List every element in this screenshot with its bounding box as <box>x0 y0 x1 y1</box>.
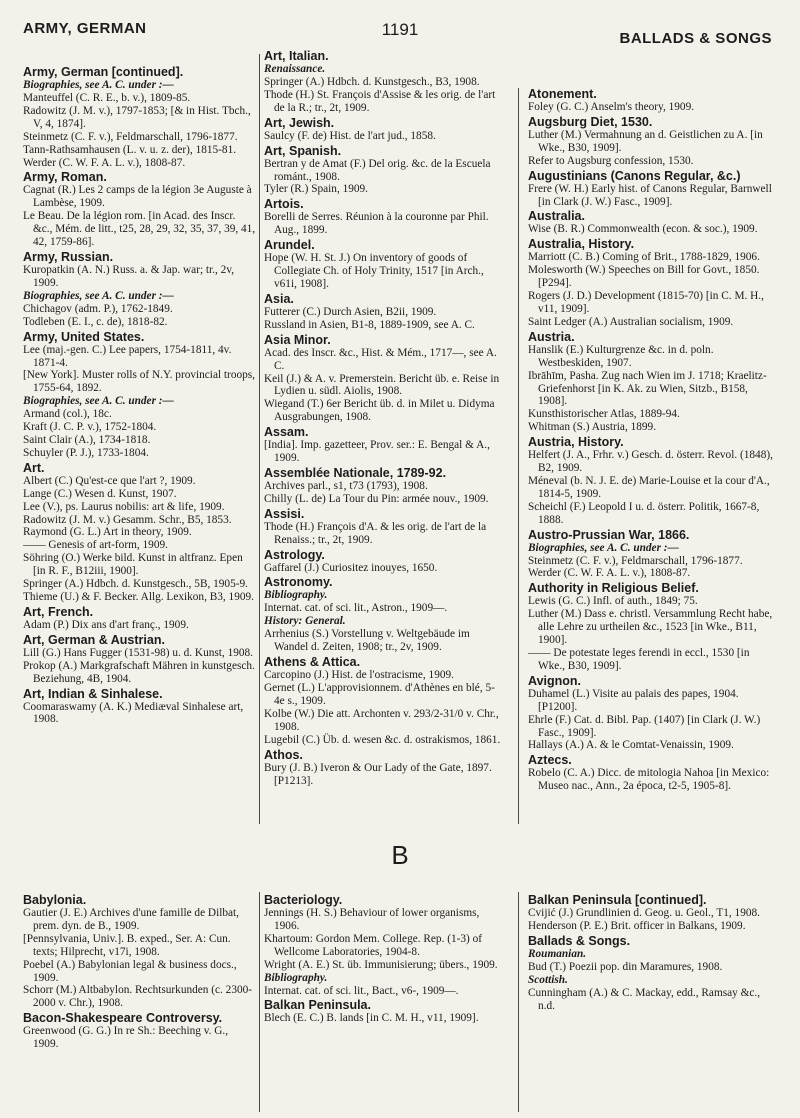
index-entry: Lange (C.) Wesen d. Kunst, 1907. <box>23 487 177 500</box>
index-entry: Luther (M.) Vermahnung an d. Geistlichen zu A. [in Wke., B30, 1909]. <box>528 128 763 154</box>
column-3 <box>528 86 774 846</box>
index-entry: Armand (col.), 18c. <box>23 408 112 421</box>
column-1 <box>23 64 256 824</box>
subject-heading: Australia. <box>528 209 585 224</box>
index-entry: Lee (maj.-gen. C.) Lee papers, 1754-1811, 4v. 1871-4. <box>23 343 232 369</box>
header-left: ARMY, GERMAN <box>23 20 147 37</box>
index-entry: Hope (W. H. St. J.) On inventory of goods of Collegiate Ch. of Holy Trinity, 1517 [in Arch., v61i, 1908]. <box>264 252 484 290</box>
b-column-1 <box>23 892 256 1112</box>
subject-heading: Balkan Peninsula [continued]. <box>528 893 707 907</box>
index-entry: Cagnat (R.) Les 2 camps de la légion 3e Auguste à Lambèse, 1909. <box>23 184 252 210</box>
subject-heading: Army, United States. <box>23 329 145 344</box>
index-entry: Jennings (H. S.) Behaviour of lower organisms, 1906. <box>264 907 480 932</box>
index-entry: Helfert (J. A., Frhr. v.) Gesch. d. österr. Revol. (1848), B2, 1909. <box>528 449 773 475</box>
index-entry: Kolbe (W.) Die att. Archonten v. 293/2-31/0 v. Chr., 1908. <box>264 707 499 733</box>
b-column-3 <box>528 892 774 1112</box>
subject-heading: Atonement. <box>528 87 597 101</box>
subject-heading: Assam. <box>264 425 309 440</box>
subject-heading: Asia. <box>264 291 294 306</box>
subject-heading: Balkan Peninsula. <box>264 998 371 1013</box>
index-entry: Arrhenius (S.) Vorstellung v. Weltgebäude im Wandel d. Zeiten, 1908; tr., 2v, 1909. <box>264 628 470 654</box>
subheading: Roumanian. <box>528 947 587 960</box>
index-entry: —— Genesis of art-form, 1909. <box>23 539 168 552</box>
index-entry: Robelo (C. A.) Dicc. de mitologia Nahoa [in Mexico: Museo nac., Ann., 2a época, t2-5, 1905-8]. <box>528 767 770 793</box>
index-entry: Springer (A.) Hdbch. d. Kunstgesch., 5B, 1905-9. <box>23 578 248 591</box>
index-entry: Radowitz (J. M. v.), 1797-1853; [& in Hist. Tbch., V, 4, 1874]. <box>23 104 251 130</box>
index-entry: Saint Clair (A.), 1734-1818. <box>23 434 151 447</box>
index-entry: Thode (H.) St. François d'Assise & les orig. de l'art de la R.; tr., 2t, 1909. <box>264 88 496 114</box>
index-entry: Hanslik (E.) Kulturgrenze &c. in d. poln. Westbeskiden, 1907. <box>528 343 714 369</box>
subject-heading: Avignon. <box>528 673 582 688</box>
subject-heading: Art, Indian & Sinhalese. <box>23 686 163 701</box>
index-entry: Futterer (C.) Durch Asien, B2ii, 1909. <box>264 305 437 318</box>
subheading: Renaissance. <box>264 63 326 75</box>
subheading: Biographies, see A. C. under :— <box>528 541 679 554</box>
index-entry: Bud (T.) Poezii pop. din Maramures, 1908. <box>528 960 723 973</box>
subject-heading: Assisi. <box>264 506 305 521</box>
subject-heading: Bacteriology. <box>264 893 343 907</box>
index-entry: Khartoum: Gordon Mem. College. Rep. (1-3) of Wellcome Laboratories, 1904-8. <box>264 932 483 958</box>
subject-heading: Austria, History. <box>528 435 624 450</box>
subject-heading: Art, Italian. <box>264 49 329 63</box>
index-entry: Werder (C. W. F. A. L. v.), 1808-87. <box>528 567 691 580</box>
index-entry: Molesworth (W.) Speeches on Bill for Govt., 1850. [P294]. <box>528 264 760 290</box>
index-entry: Kuropatkin (A. N.) Russ. a. & Jap. war; tr., 2v, 1909. <box>23 263 235 289</box>
index-entry: Wise (B. R.) Commonwealth (econ. & soc.), 1909. <box>528 223 758 236</box>
subject-heading: Art, French. <box>23 604 94 619</box>
subject-heading: Aztecs. <box>528 753 572 768</box>
index-entry: Bury (J. B.) Iveron & Our Lady of the Gate, 1897. [P1213]. <box>264 761 492 787</box>
index-entry: [New York]. Muster rolls of N.Y. provincial troops, 1755-64, 1892. <box>23 369 255 395</box>
subject-heading: Astrology. <box>264 547 325 562</box>
index-entry: Saulcy (F. de) Hist. de l'art jud., 1858. <box>264 129 436 142</box>
index-entry: Schorr (M.) Altbabylon. Rechtsurkunden (c. 2300-2000 v. Chr.), 1908. <box>23 984 253 1010</box>
index-entry: Chichagov (adm. P.), 1762-1849. <box>23 302 173 315</box>
running-header <box>0 16 800 47</box>
subject-heading: Arundel. <box>264 238 315 253</box>
subheading: Biographies, see A. C. under :— <box>23 79 174 91</box>
index-entry: Borelli de Serres. Réunion à la couronne par Phil. Aug., 1899. <box>264 211 489 237</box>
index-entry: Schuyler (P. J.), 1733-1804. <box>23 446 149 459</box>
column-2 <box>264 48 504 808</box>
index-entry: Thieme (U.) & F. Becker. Allg. Lexikon, B3, 1909. <box>23 591 254 603</box>
index-entry: Duhamel (L.) Visite au palais des papes, 1904. [P1200]. <box>528 687 739 713</box>
subject-heading: Augustinians (Canons Regular, &c.) <box>528 168 741 183</box>
subject-heading: Augsburg Diet, 1530. <box>528 114 653 129</box>
index-entry: [Pennsylvania, Univ.]. B. exped., Ser. A: Cun. texts; Hilprecht, v17i, 1908. <box>23 932 231 958</box>
index-entry: Tann-Rathsamhausen (L. v. u. z. der), 1815-81. <box>23 143 237 156</box>
subject-heading: Army, German [continued]. <box>23 65 184 79</box>
index-entry: Frere (W. H.) Early hist. of Canons Regular, Barnwell [in Clark (J. W.) Fasc., 1909]. <box>528 182 772 208</box>
index-entry: Manteuffel (C. R. E., b. v.), 1809-85. <box>23 92 191 104</box>
index-entry: Hallays (A.) A. & le Comtat-Venaissin, 1909. <box>528 739 734 752</box>
index-entry: Gernet (L.) L'approvisionnem. d'Athènes en blé, 5-4e s., 1909. <box>264 682 495 707</box>
index-entry: Wright (A. E.) St. üb. Immunisierung; übers., 1909. <box>264 958 498 971</box>
subject-heading: Astronomy. <box>264 575 333 590</box>
index-entry: Refer to Augsburg confession, 1530. <box>528 154 694 167</box>
index-entry: Luther (M.) Dass e. christl. Versammlung Recht habe, alle Lehre zu urtheilen &c., 1523 [in Wke., B11, 1900]. <box>528 608 773 647</box>
subject-heading: Babylonia. <box>23 893 87 907</box>
index-entry: Kunsthistorischer Atlas, 1889-94. <box>528 408 680 421</box>
subject-heading: Austria. <box>528 329 575 344</box>
index-entry: Coomaraswamy (A. K.) Mediæval Sinhalese art, 1908. <box>23 700 244 726</box>
index-entry: Steinmetz (C. F. v.), Feldmarschall, 1796-1877. <box>23 130 238 143</box>
subject-heading: Assemblée Nationale, 1789-92. <box>264 465 447 480</box>
index-entry: Springer (A.) Hdbch. d. Kunstgesch., B3, 1908. <box>264 76 480 88</box>
index-entry: Prokop (A.) Markgrafschaft Mähren in kunstgesch. Beziehung, 4B, 1904. <box>23 659 255 685</box>
index-entry: Cvijić (J.) Grundlinien d. Geog. u. Geol., T1, 1908. <box>528 907 760 919</box>
subject-heading: Army, Roman. <box>23 170 107 185</box>
index-entry: Internat. cat. of sci. lit., Astron., 1909—. <box>264 602 448 615</box>
subheading: Bibliography. <box>264 589 328 602</box>
subject-heading: Authority in Religious Belief. <box>528 581 699 596</box>
index-entry: Méneval (b. N. J. E. de) Marie-Louise et la cour d'A., 1814-5, 1909. <box>528 474 770 500</box>
index-entry: Lee (V.), ps. Laurus nobilis: art & life, 1909. <box>23 500 225 513</box>
column-divider <box>518 892 519 1112</box>
index-entry: Lewis (G. C.) Infl. of auth., 1849; 75. <box>528 595 698 608</box>
column-divider <box>518 88 519 824</box>
index-entry: Rogers (J. D.) Development (1815-70) [in C. M. H., v11, 1909]. <box>528 290 764 315</box>
section-letter: B <box>391 840 409 870</box>
index-entry: Wiegand (T.) 6er Bericht üb. d. in Milet u. Didyma Ausgrabungen, 1908. <box>264 398 495 424</box>
index-entry: Scheichl (F.) Leopold I u. d. österr. Politik, 1667-8, 1888. <box>528 500 760 526</box>
subheading: Biographies, see A. C. under :— <box>23 289 174 302</box>
index-entry: Albert (C.) Qu'est-ce que l'art ?, 1909. <box>23 474 196 487</box>
index-entry: Kraft (J. C. P. v.), 1752-1804. <box>23 421 157 434</box>
subject-heading: Art, German & Austrian. <box>23 632 165 647</box>
index-entry: Saint Ledger (A.) Australian socialism, 1909. <box>528 315 734 328</box>
index-entry: Radowitz (J. M. v.) Gesamm. Schr., B5, 1853. <box>23 513 232 526</box>
page-number: 1191 <box>381 20 419 39</box>
index-entry: Carcopino (J.) Hist. de l'ostracisme, 1909. <box>264 669 454 682</box>
index-entry: —— De potestate leges ferendi in eccl., 1530 [in Wke., B30, 1909]. <box>528 647 750 672</box>
index-entry: Thode (H.) François d'A. & les orig. de l'art de la Renaiss.; tr., 2t, 1909. <box>264 520 487 546</box>
index-entry: Blech (E. C.) B. lands [in C. M. H., v11, 1909]. <box>264 1012 479 1025</box>
index-entry: Raymond (G. L.) Art in theory, 1909. <box>23 526 192 539</box>
index-entry: Henderson (P. E.) Brit. officer in Balkans, 1909. <box>528 919 746 932</box>
index-entry: Keil (J.) & A. v. Premerstein. Bericht üb. e. Reise in Lydien u. südl. Aiolis, 1908. <box>264 372 500 398</box>
subject-heading: Artois. <box>264 197 304 212</box>
index-entry: Ehrle (F.) Cat. d. Bibl. Pap. (1407) [in Clark (J. W.) Fasc., 1909]. <box>528 713 761 739</box>
subject-heading: Bacon-Shakespeare Controversy. <box>23 1011 223 1026</box>
index-entry: Werder (C. W. F. A. L. v.), 1808-87. <box>23 156 186 169</box>
index-entry: Adam (P.) Dix ans d'art franç., 1909. <box>23 618 189 631</box>
index-entry: Russland in Asien, B1-8, 1889-1909, see A. C. <box>264 318 475 331</box>
subject-heading: Australia, History. <box>528 237 635 252</box>
subject-heading: Art, Jewish. <box>264 115 335 130</box>
subheading: Biographies, see A. C. under :— <box>23 395 174 408</box>
index-entry: Internat. cat. of sci. lit., Bact., v6-, 1909—. <box>264 984 459 997</box>
subject-heading: Asia Minor. <box>264 332 331 347</box>
header-right: BALLADS & SONGS <box>619 30 772 47</box>
subheading: History: General. <box>264 615 346 628</box>
subject-heading: Athens & Attica. <box>264 655 361 670</box>
index-entry: Tyler (R.) Spain, 1909. <box>264 183 369 196</box>
subject-heading: Ballads & Songs. <box>528 933 631 948</box>
index-entry: Söhring (O.) Werke bild. Kunst in altfranz. Epen [in R. F., B12iii, 1900]. <box>23 552 243 578</box>
index-entry: Gautier (J. E.) Archives d'une famille de Dilbat, prem. dyn. de B., 1909. <box>23 907 239 932</box>
index-entry: Foley (G. C.) Anselm's theory, 1909. <box>528 101 695 113</box>
subject-heading: Austro-Prussian War, 1866. <box>528 527 690 542</box>
index-entry: Whitman (S.) Austria, 1899. <box>528 421 657 434</box>
index-entry: [India]. Imp. gazetteer, Prov. ser.: E. Bengal & A., 1909. <box>264 439 490 465</box>
subject-heading: Art, Spanish. <box>264 143 342 158</box>
index-entry: Cunningham (A.) & C. Mackay, edd., Ramsay &c., n.d. <box>528 986 761 1012</box>
column-divider <box>259 892 260 1112</box>
index-entry: Gaffarel (J.) Curiositez inouyes, 1650. <box>264 561 438 574</box>
b-column-2 <box>264 892 504 1112</box>
subheading: Bibliography. <box>264 971 328 984</box>
index-entry: Poebel (A.) Babylonian legal & business docs., 1909. <box>23 958 237 984</box>
index-entry: Acad. des Inscr. &c., Hist. & Mém., 1717—, see A. C. <box>264 346 497 372</box>
index-entry: Greenwood (G. G.) In re Sh.: Beeching v. G., 1909. <box>23 1025 229 1051</box>
index-entry: Chilly (L. de) La Tour du Pin: armée nouv., 1909. <box>264 492 489 505</box>
index-entry: Lugebil (C.) Üb. d. wesen &c. d. ostrakismos, 1861. <box>264 733 501 746</box>
subject-heading: Athos. <box>264 747 303 762</box>
column-divider <box>259 54 260 824</box>
index-entry: Marriott (C. B.) Coming of Brit., 1788-1829, 1906. <box>528 251 760 264</box>
index-entry: Lill (G.) Hans Fugger (1531-98) u. d. Kunst, 1908. <box>23 646 253 659</box>
subject-heading: Army, Russian. <box>23 249 114 264</box>
index-entry: Steinmetz (C. F. v.), Feldmarschall, 1796-1877. <box>528 554 743 567</box>
index-entry: Archives parl., s1, t73 (1793), 1908. <box>264 479 428 492</box>
index-entry: Todleben (E. I., c. de), 1818-82. <box>23 315 168 328</box>
index-entry: Le Beau. De la légion rom. [in Acad. des Inscr. &c., Mém. de litt., t25, 28, 29, 32, 35, 37, 39, 41, 42, 1759-86]. <box>23 210 256 249</box>
index-entry: Bertran y de Amat (F.) Del orig. &c. de la Escuela románt., 1908. <box>264 157 491 183</box>
subject-heading: Art. <box>23 460 45 475</box>
subheading: Scottish. <box>528 973 568 986</box>
index-entry: Ibrāhīm, Pasha. Zug nach Wien im J. 1718; Kraelitz-Griefenhorst [in K. Ak. zu Wien, Sitzb., B158, 1908]. <box>528 369 767 408</box>
